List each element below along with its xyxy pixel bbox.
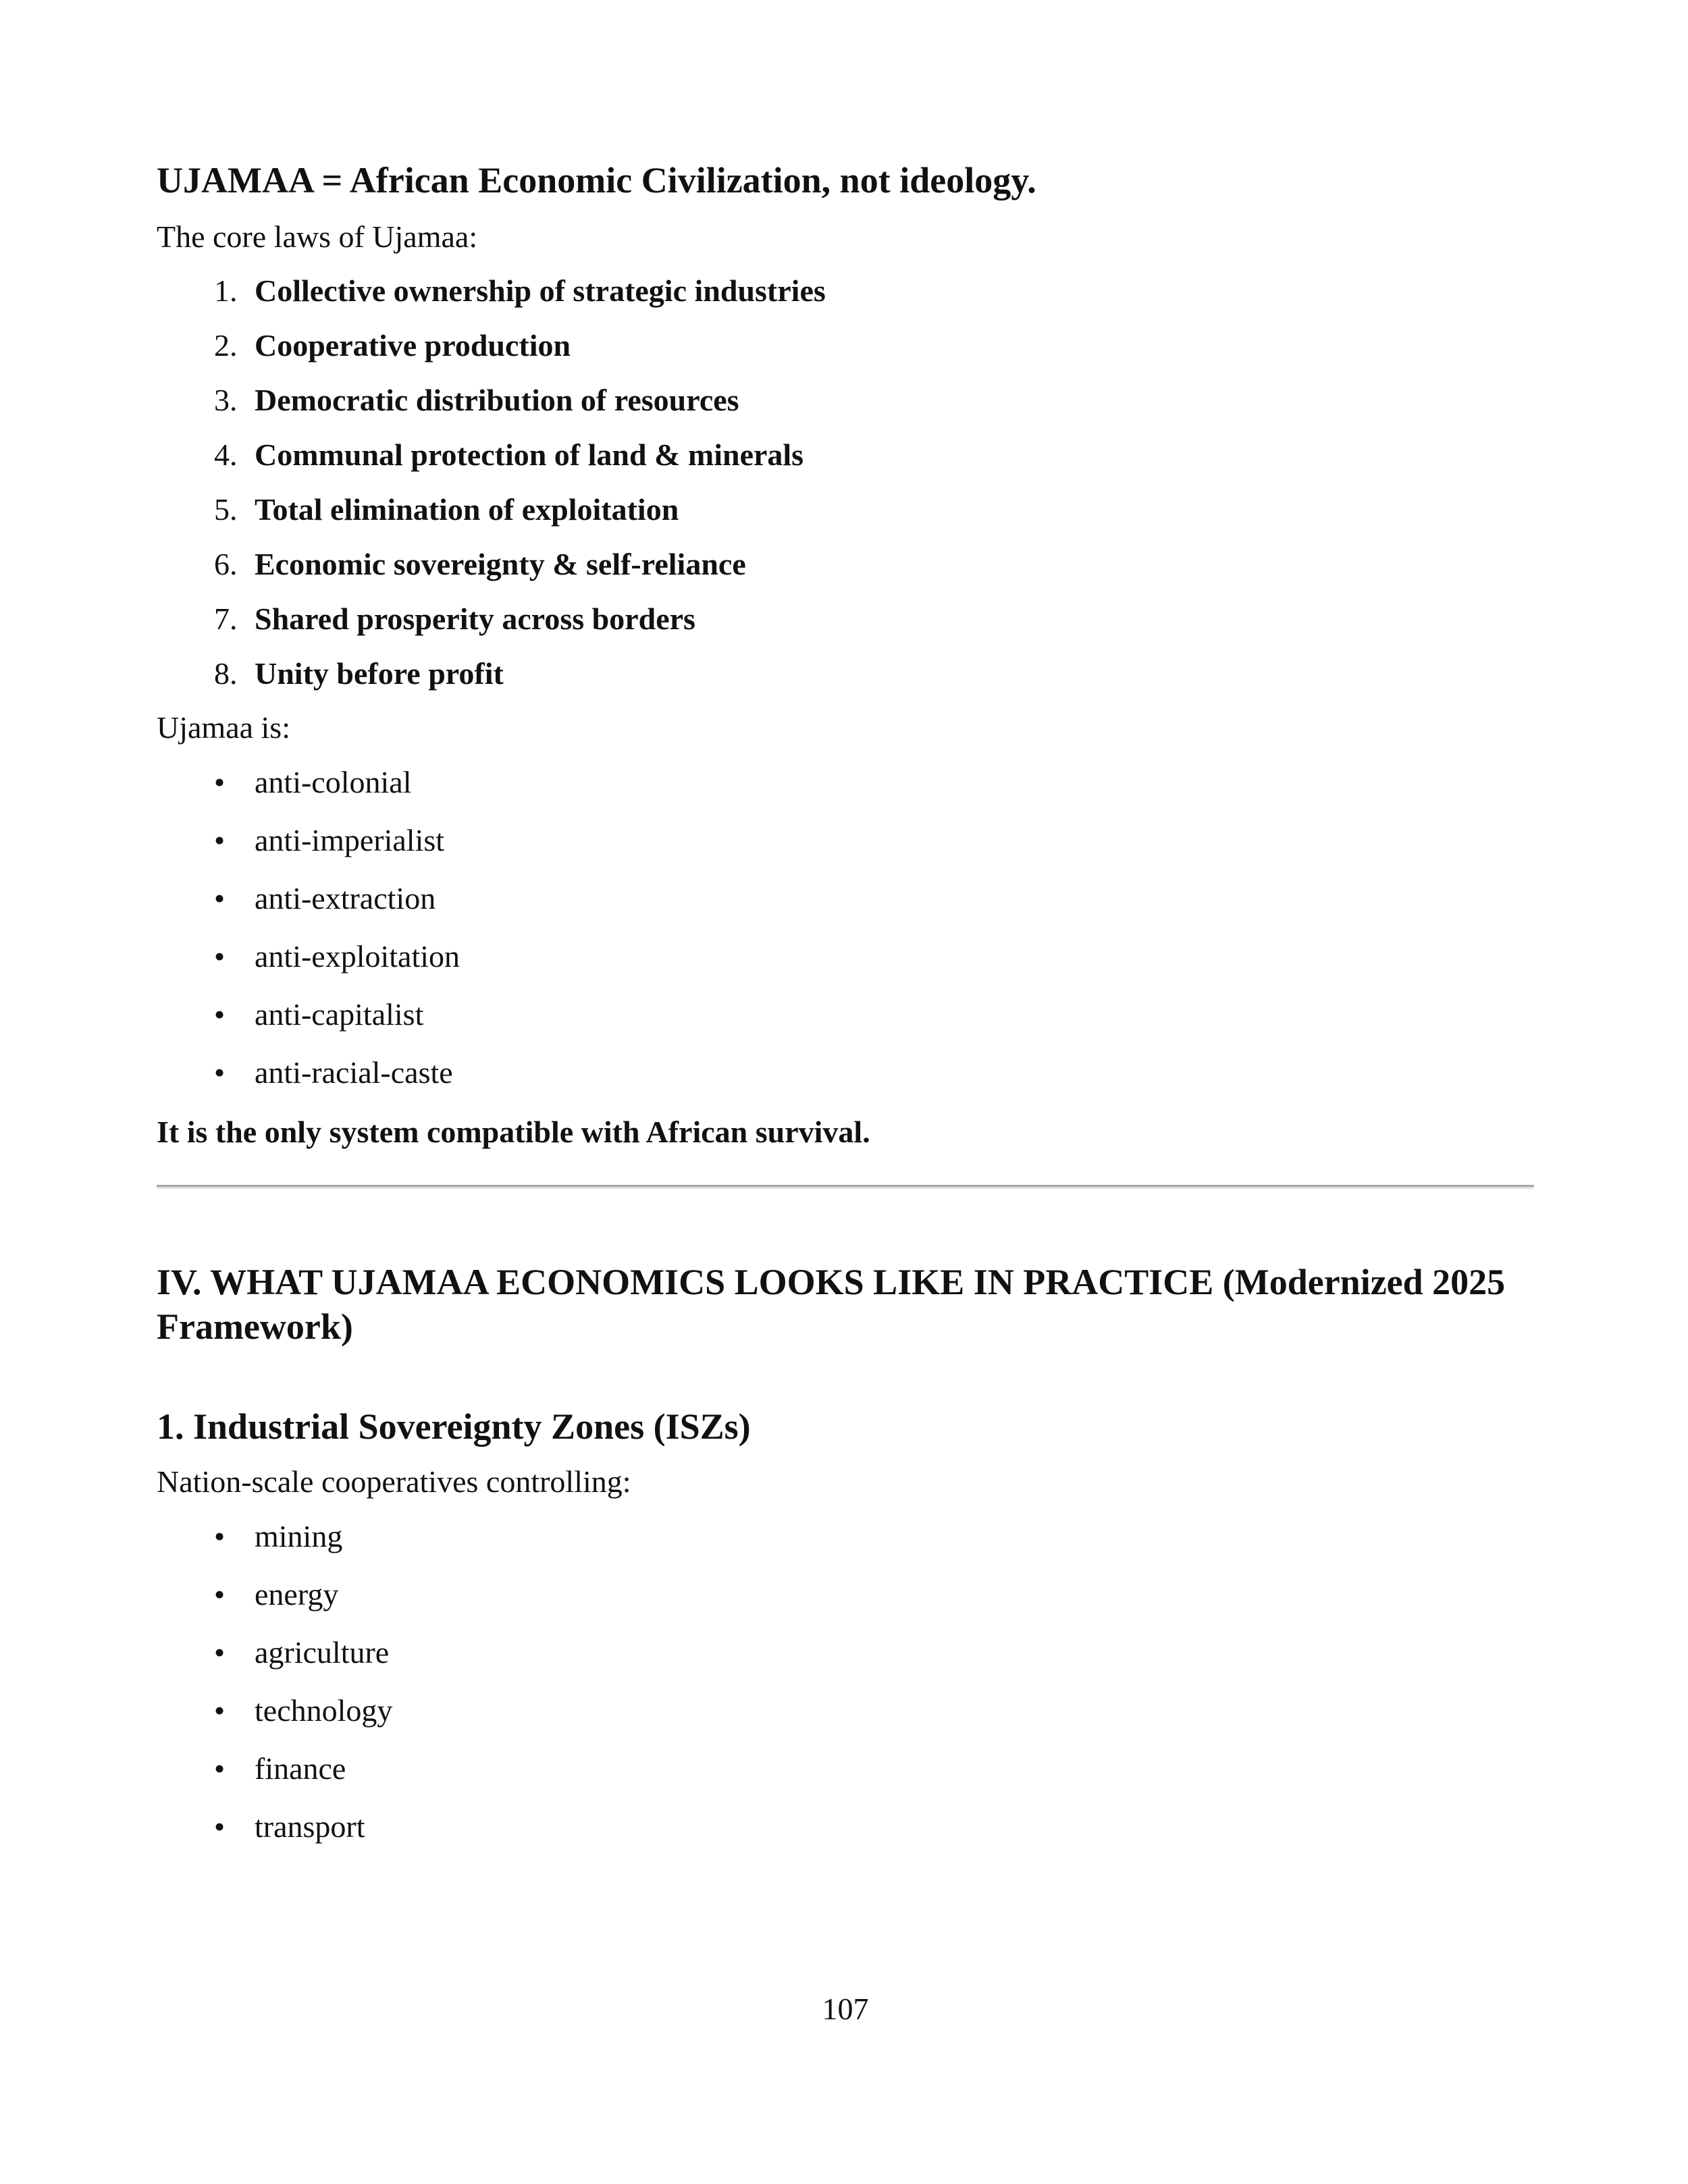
isz-intro: Nation-scale cooperatives controlling:: [157, 1464, 631, 1499]
bullet-icon: •: [214, 1055, 226, 1090]
list-item: • anti-racial-caste: [157, 1054, 460, 1112]
list-item: • transport: [157, 1808, 392, 1866]
list-item: 3. Democratic distribution of resources: [214, 383, 739, 417]
list-item: • anti-exploitation: [157, 938, 460, 996]
list-item: 6. Economic sovereignty & self-reliance: [214, 547, 746, 581]
bullet-icon: •: [214, 997, 226, 1032]
list-item: 2. Cooperative production: [214, 328, 571, 363]
list-item: 5. Total elimination of exploitation: [214, 492, 679, 527]
bullet-icon: •: [214, 1577, 226, 1612]
bullet-icon: •: [214, 1519, 226, 1553]
bullet-icon: •: [214, 1809, 226, 1844]
list-item: • agriculture: [157, 1634, 392, 1692]
core-laws-list: [157, 272, 826, 710]
ujamaa-is-label: Ujamaa is:: [157, 710, 290, 745]
document-page: [157, 0, 1534, 2184]
list-item: • finance: [157, 1750, 392, 1808]
bullet-icon: •: [214, 1635, 226, 1670]
bullet-icon: •: [214, 939, 226, 974]
ujamaa-heading: UJAMAA = African Economic Civilization, not ideology.: [157, 160, 1036, 201]
conclusion-statement: It is the only system compatible with African survival.: [157, 1115, 870, 1149]
bullet-icon: •: [214, 1693, 226, 1728]
ujamaa-traits-list: [157, 764, 460, 1112]
bullet-icon: •: [214, 881, 226, 915]
list-item: • technology: [157, 1692, 392, 1750]
bullet-icon: •: [214, 823, 226, 857]
list-item: 8. Unity before profit: [214, 656, 504, 691]
list-item: 4. Communal protection of land & minerals: [214, 437, 804, 472]
isz-subheading: 1. Industrial Sovereignty Zones (ISZs): [157, 1406, 751, 1447]
core-laws-intro: The core laws of Ujamaa:: [157, 219, 478, 254]
list-item: • energy: [157, 1576, 392, 1634]
bullet-icon: •: [214, 765, 226, 799]
horizontal-divider: [157, 1185, 1534, 1189]
bullet-icon: •: [214, 1751, 226, 1786]
isz-sectors-list: [157, 1518, 392, 1866]
list-item: 7. Shared prosperity across borders: [214, 602, 695, 636]
page-number: 107: [822, 1992, 869, 2026]
list-item: 1. Collective ownership of strategic industries: [214, 273, 826, 308]
list-item: • anti-colonial: [157, 764, 460, 822]
section-iv-heading: IV. WHAT UJAMAA ECONOMICS LOOKS LIKE IN PRACTICE (Modernized 2025 Framework): [157, 1262, 1506, 1347]
list-item: • anti-imperialist: [157, 822, 460, 880]
list-item: • mining: [157, 1518, 392, 1576]
list-item: • anti-extraction: [157, 880, 460, 938]
list-item: • anti-capitalist: [157, 996, 460, 1054]
